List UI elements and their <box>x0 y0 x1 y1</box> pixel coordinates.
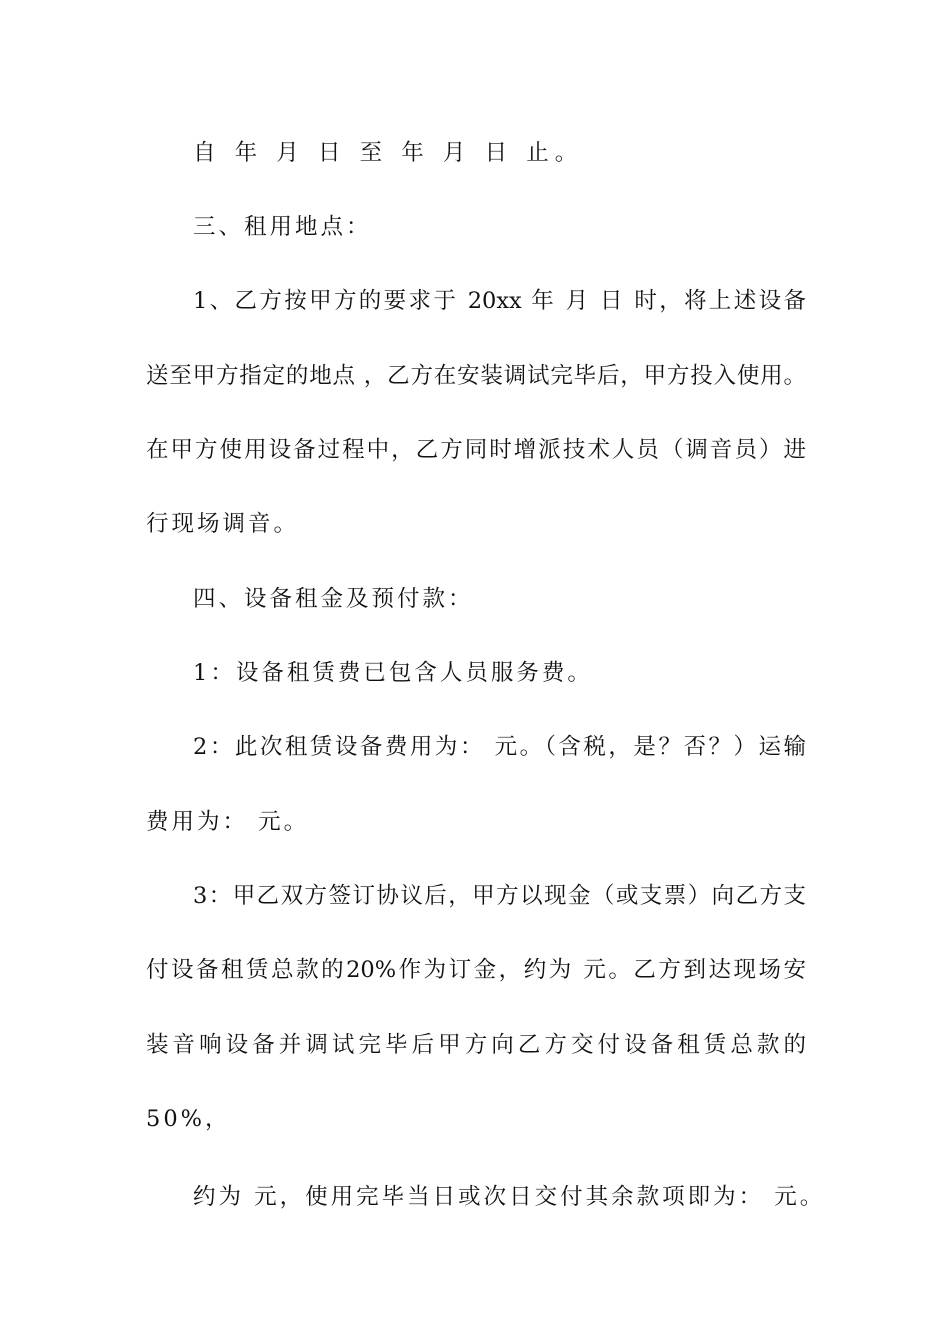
section-heading-rent: 四、设备租金及预付款： <box>193 586 474 612</box>
clause-paragraph-line: 在甲方使用设备过程中，乙方同时增派技术人员（调音员）进 <box>146 437 806 463</box>
clause-paragraph-line: 装音响设备并调试完毕后甲方向乙方交付设备租赁总款的 <box>146 1032 806 1058</box>
clause-paragraph-line: 行现场调音。 <box>146 511 300 537</box>
clause-paragraph-line: 约为 元，使用完毕当日或次日交付其余款项即为： 元。 <box>193 1184 826 1210</box>
clause-paragraph-line: 50%， <box>146 1106 231 1132</box>
clause-paragraph-line: 费用为： 元。 <box>146 809 310 835</box>
clause-paragraph-line: 1：设备租赁费已包含人员服务费。 <box>193 660 593 686</box>
section-heading-location: 三、租用地点： <box>193 214 372 240</box>
term-dates-line: 自 年 月 日 至 年 月 日 止。 <box>193 140 584 166</box>
clause-paragraph-line: 1、乙方按甲方的要求于 20xx 年 月 日 时，将上述设备 <box>193 288 806 314</box>
clause-paragraph-line: 2：此次租赁设备费用为： 元。（含税，是？否？）运输 <box>193 734 806 760</box>
clause-paragraph-line: 3：甲乙双方签订协议后，甲方以现金（或支票）向乙方支 <box>193 883 806 909</box>
clause-paragraph-line: 送至甲方指定的地点 ，乙方在安装调试完毕后，甲方投入使用。 <box>146 363 806 389</box>
clause-paragraph-line: 付设备租赁总款的20%作为订金，约为 元。乙方到达现场安 <box>146 957 806 983</box>
